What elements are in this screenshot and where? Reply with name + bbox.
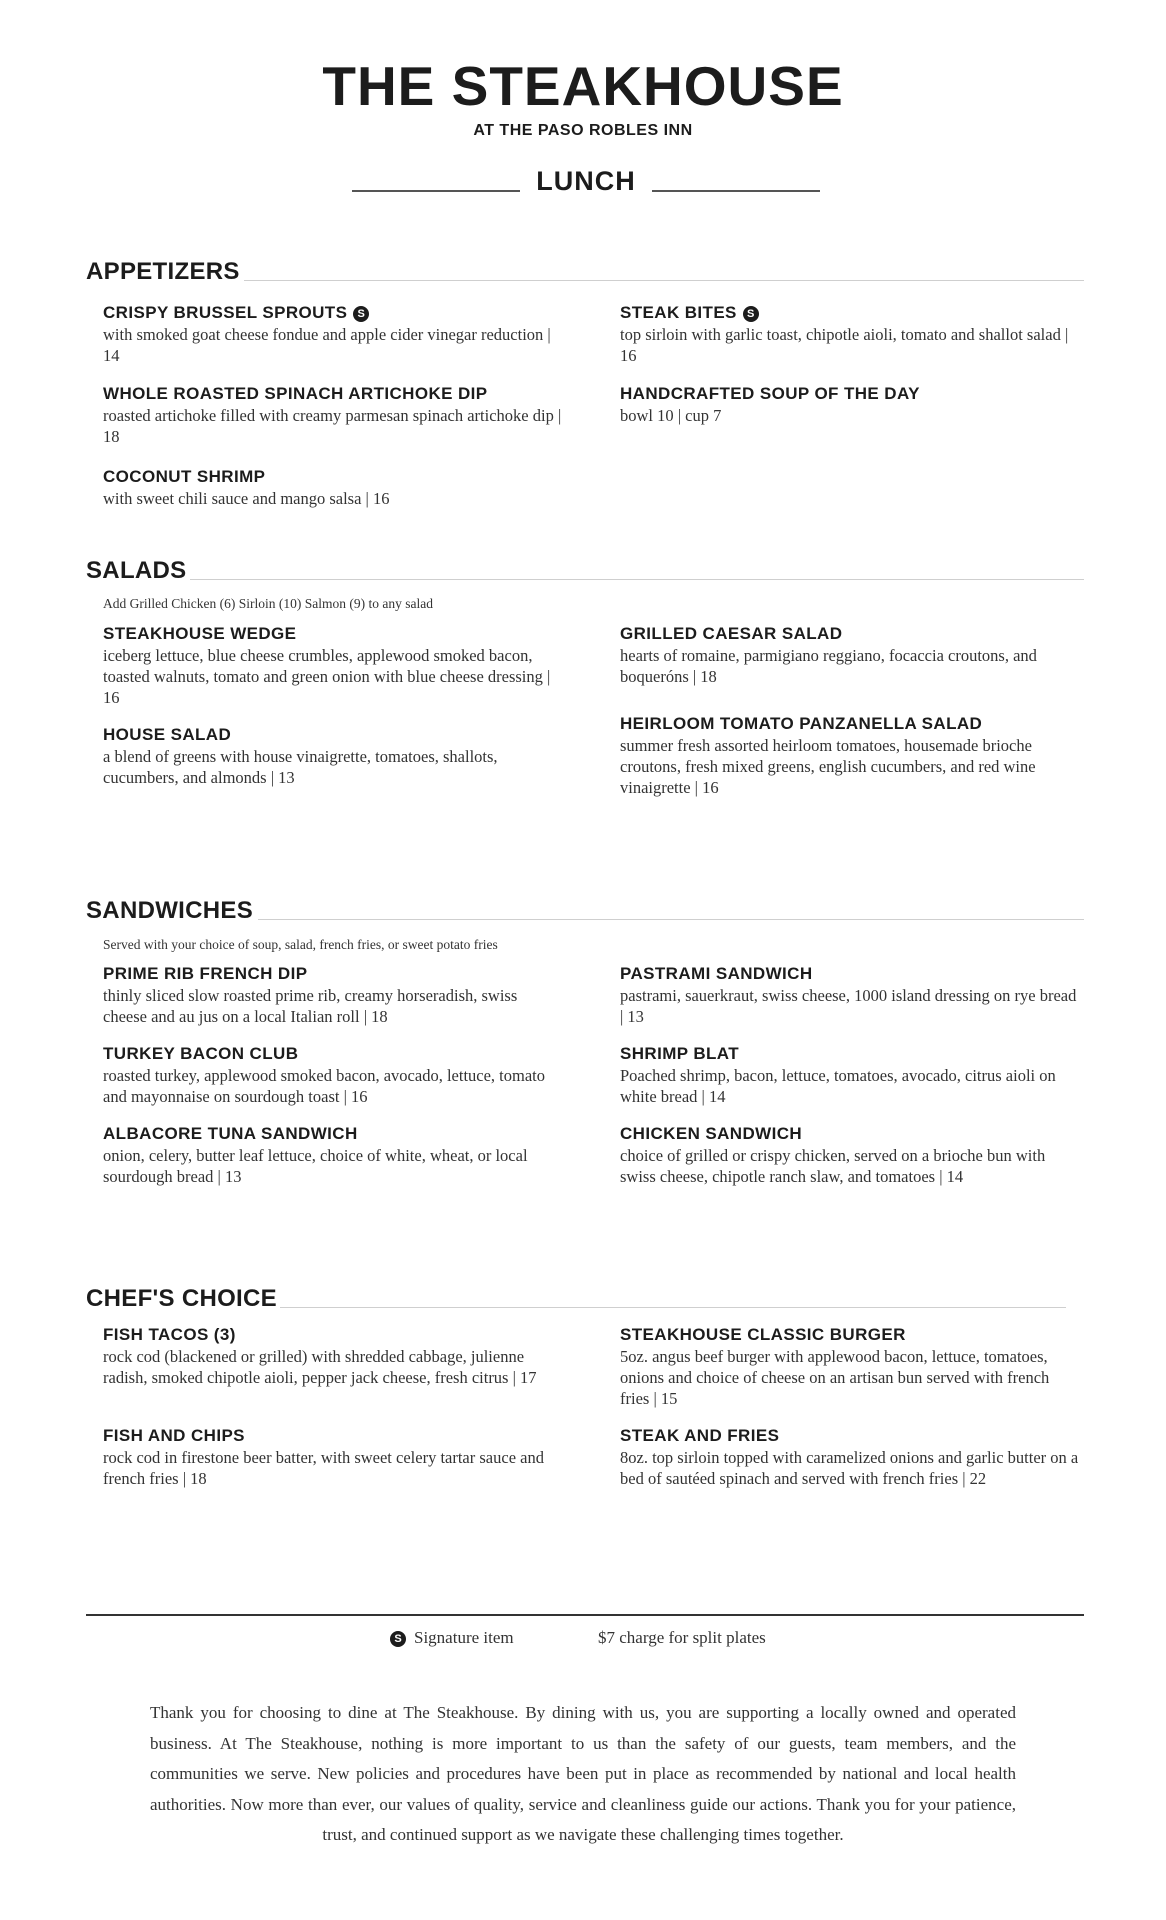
- menu-item-description: 8oz. top sirloin topped with caramelized onions and garlic butter on a bed of sautéed spinach and served with french fries | 22: [620, 1448, 1079, 1488]
- section-rule: [258, 919, 1084, 920]
- menu-item-description: with sweet chili sauce and mango salsa | 16: [103, 489, 390, 508]
- menu-item: [620, 623, 1080, 687]
- menu-item: [103, 623, 563, 708]
- menu-item-name: SHRIMP BLAT: [620, 1044, 739, 1063]
- section-sandwiches-header: [86, 897, 1084, 927]
- restaurant-title: THE STEAKHOUSE: [322, 55, 844, 117]
- menu-item-name: STEAKHOUSE CLASSIC BURGER: [620, 1325, 906, 1344]
- section-chefs-choice-title: CHEF'S CHOICE: [86, 1285, 277, 1312]
- menu-item-name: COCONUT SHRIMP: [103, 467, 266, 486]
- menu-item-name: ALBACORE TUNA SANDWICH: [103, 1124, 358, 1143]
- menu-item-description: summer fresh assorted heirloom tomatoes, housemade brioche croutons, fresh mixed greens, english cucumbers, and red wine vinaigrette | 16: [620, 736, 1036, 797]
- section-salads-title: SALADS: [86, 557, 187, 584]
- signature-icon: S: [353, 306, 369, 322]
- meal-heading-text: LUNCH: [536, 166, 636, 196]
- menu-item-description: with smoked goat cheese fondue and apple cider vinegar reduction | 14: [103, 325, 551, 365]
- thank-you-message: Thank you for choosing to dine at The Steakhouse. By dining with us, you are supporting a locally owned and operated business. At The Steakhouse, nothing is more important to us than the safety of our guests, team members, and the communities we serve. New policies and procedures have been put in place as recommended by national and local health authorities. Now more than ever, our values of quality, service and cleanliness guide our actions. Thank you for your patience, trust, and continued support as we navigate these challenging times together.: [150, 1703, 1016, 1844]
- section-appetizers-header: [86, 258, 1084, 288]
- section-appetizers-title: APPETIZERS: [86, 258, 240, 285]
- menu-item: [103, 466, 563, 509]
- menu-item-description: onion, celery, butter leaf lettuce, choice of white, wheat, or local sourdough bread | 13: [103, 1146, 528, 1186]
- sandwiches-note: Served with your choice of soup, salad, french fries, or sweet potato fries: [103, 937, 498, 952]
- menu-item: [620, 1043, 1080, 1107]
- menu-item-name: WHOLE ROASTED SPINACH ARTICHOKE DIP: [103, 384, 488, 403]
- menu-item-name: PASTRAMI SANDWICH: [620, 964, 813, 983]
- menu-item-name: TURKEY BACON CLUB: [103, 1044, 299, 1063]
- menu-item-name: GRILLED CAESAR SALAD: [620, 624, 843, 643]
- menu-item-description: bowl 10 | cup 7: [620, 406, 722, 425]
- footer-divider: [86, 1614, 1084, 1616]
- meal-heading: [352, 166, 820, 202]
- split-plate-charge: $7 charge for split plates: [598, 1628, 766, 1647]
- signature-icon: S: [743, 306, 759, 322]
- menu-item-description: thinly sliced slow roasted prime rib, creamy horseradish, swiss cheese and au jus on a local Italian roll | 18: [103, 986, 518, 1026]
- section-sandwiches-title: SANDWICHES: [86, 897, 254, 924]
- salads-note: Add Grilled Chicken (6) Sirloin (10) Salmon (9) to any salad: [103, 596, 433, 611]
- menu-item-description: roasted artichoke filled with creamy parmesan spinach artichoke dip | 18: [103, 406, 562, 446]
- menu-item: [103, 383, 563, 447]
- menu-item: [620, 713, 1080, 798]
- menu-item-name: STEAKHOUSE WEDGE: [103, 624, 297, 643]
- menu-item-name: HOUSE SALAD: [103, 725, 232, 744]
- menu-item-name: FISH TACOS (3): [103, 1325, 236, 1344]
- menu-item-name: FISH AND CHIPS: [103, 1426, 245, 1445]
- menu-item-description: top sirloin with garlic toast, chipotle aioli, tomato and shallot salad | 16: [620, 325, 1069, 365]
- menu-item-description: rock cod in firestone beer batter, with sweet celery tartar sauce and french fries | 18: [103, 1448, 544, 1488]
- menu-item-description: hearts of romaine, parmigiano reggiano, focaccia croutons, and boqueróns | 18: [620, 646, 1037, 686]
- menu-item: [620, 1123, 1080, 1187]
- menu-item-name: HEIRLOOM TOMATO PANZANELLA SALAD: [620, 714, 983, 733]
- signature-icon: S: [390, 1631, 406, 1647]
- section-salads-header: [86, 557, 1084, 587]
- menu-item-description: roasted turkey, applewood smoked bacon, avocado, lettuce, tomato and mayonnaise on sourdough toast | 16: [103, 1066, 545, 1106]
- menu-item-description: pastrami, sauerkraut, swiss cheese, 1000 island dressing on rye bread | 13: [620, 986, 1077, 1026]
- menu-item: [620, 302, 1080, 366]
- menu-item-description: a blend of greens with house vinaigrette, tomatoes, shallots, cucumbers, and almonds | 13: [103, 747, 498, 787]
- menu-item: [103, 724, 563, 788]
- menu-item: [620, 963, 1080, 1027]
- menu-item: [103, 1324, 563, 1388]
- menu-item-description: iceberg lettuce, blue cheese crumbles, applewood smoked bacon, toasted walnuts, tomato and green onion with blue cheese dressing | 16: [103, 646, 551, 707]
- menu-item: [103, 1425, 563, 1489]
- section-rule: [280, 1307, 1066, 1308]
- menu-item-description: rock cod (blackened or grilled) with shredded cabbage, julienne radish, smoked chipotle aioli, pepper jack cheese, fresh citrus | 17: [103, 1347, 537, 1387]
- signature-legend: [390, 1628, 514, 1648]
- menu-item-description: choice of grilled or crispy chicken, served on a brioche bun with swiss cheese, chipotle ranch slaw, and tomatoes | 14: [620, 1146, 1046, 1186]
- menu-item: [103, 302, 563, 366]
- menu-item: [620, 1324, 1080, 1409]
- section-rule: [190, 579, 1084, 580]
- signature-legend-label: Signature item: [414, 1628, 514, 1647]
- menu-item: [620, 383, 1080, 426]
- menu-item-description: 5oz. angus beef burger with applewood bacon, lettuce, tomatoes, onions and choice of cheese on an artisan bun served with french fries | 15: [620, 1347, 1050, 1408]
- menu-item: [103, 1123, 563, 1187]
- menu-item: [103, 963, 563, 1027]
- menu-item-name: HANDCRAFTED SOUP OF THE DAY: [620, 384, 920, 403]
- menu-item-name: PRIME RIB FRENCH DIP: [103, 964, 308, 983]
- section-chefs-choice-header: [86, 1285, 1066, 1315]
- menu-item-name: CRISPY BRUSSEL SPROUTS S: [103, 302, 563, 323]
- menu-item-name: STEAK AND FRIES: [620, 1426, 780, 1445]
- menu-item-name: STEAK BITES S: [620, 302, 1080, 323]
- menu-item-name: CHICKEN SANDWICH: [620, 1124, 803, 1143]
- restaurant-subtitle: AT THE PASO ROBLES INN: [473, 122, 693, 139]
- menu-item: [620, 1425, 1080, 1489]
- menu-item-description: Poached shrimp, bacon, lettuce, tomatoes, avocado, citrus aioli on white bread | 14: [620, 1066, 1056, 1106]
- menu-item: [103, 1043, 563, 1107]
- section-rule: [244, 280, 1084, 281]
